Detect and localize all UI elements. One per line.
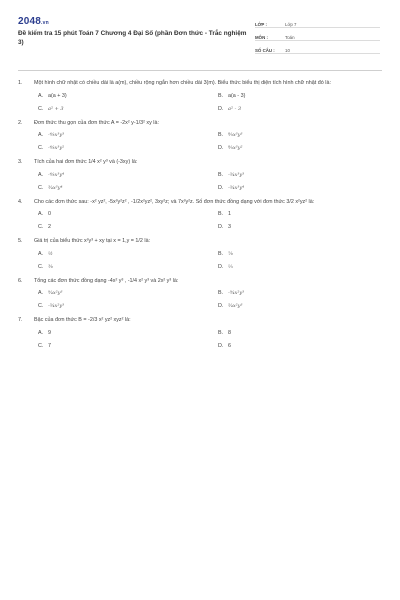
option-a[interactable]	[38, 93, 218, 101]
meta-row-class	[255, 15, 380, 28]
option-text: ³⁄₄x³y⁴	[48, 184, 63, 191]
option-a[interactable]	[38, 211, 218, 219]
option-letter: C.	[38, 342, 44, 349]
option-letter: D.	[218, 105, 224, 112]
option-letter: A.	[38, 92, 44, 99]
option-letter: C.	[38, 184, 44, 191]
question-number: 3.	[18, 159, 23, 165]
option-letter: D.	[218, 184, 224, 191]
question-5	[18, 238, 382, 272]
option-letter: C.	[38, 263, 44, 270]
meta-label: LỚP :	[255, 22, 267, 27]
option-letter: C.	[38, 224, 44, 231]
option-text: ⁸⁄₃x³y²	[228, 145, 243, 152]
question-1	[18, 80, 382, 114]
option-text: -³⁄₄x³y⁴	[228, 184, 245, 191]
option-b[interactable]	[218, 93, 388, 101]
option-b[interactable]	[218, 330, 388, 338]
question-number: 2.	[18, 119, 23, 126]
option-a[interactable]	[38, 132, 218, 140]
option-text: -⁴⁄₃x³y³	[48, 132, 65, 139]
question-text: Một hình chữ nhật có chiều dài là a(m), chiều rộng ngắn hơn chiều dài 3(m). Biểu thức biểu thị diện tích hình chữ nhật đó là:	[34, 80, 331, 86]
option-text: ⁹⁄₄x²y³	[48, 290, 63, 297]
option-c[interactable]	[38, 185, 218, 193]
option-text: -³⁄₄x³y³	[228, 171, 245, 178]
option-text: ⅝	[228, 250, 233, 257]
option-text: ⁸⁄₃x³y³	[228, 132, 243, 139]
page-header	[0, 0, 400, 62]
meta-value: 10	[285, 48, 290, 53]
option-letter: A.	[38, 171, 44, 178]
option-letter: B.	[218, 250, 224, 257]
question-list	[18, 80, 382, 357]
option-text: 8	[228, 329, 231, 336]
option-text: 9	[48, 329, 51, 336]
option-text: ⅜	[48, 263, 53, 270]
question-number: 5.	[18, 238, 23, 244]
question-text: Bậc của đơn thức B = -2/3 x² yz² xyz² là:	[34, 317, 131, 323]
option-text: a(a + 3)	[48, 92, 67, 99]
option-letter: C.	[38, 303, 44, 310]
meta-row-count	[255, 41, 380, 54]
test-meta	[255, 15, 380, 54]
option-text: ⅓	[228, 263, 233, 270]
option-c[interactable]	[38, 264, 218, 272]
option-b[interactable]	[218, 290, 388, 298]
option-b[interactable]	[218, 132, 388, 140]
option-text: a(a - 3)	[228, 92, 246, 99]
option-c[interactable]	[38, 106, 218, 114]
option-a[interactable]	[38, 290, 218, 298]
option-letter: B.	[218, 171, 224, 178]
option-b[interactable]	[218, 211, 388, 219]
option-text: 2	[48, 224, 51, 231]
header-divider	[18, 70, 382, 71]
option-text: 1	[228, 211, 231, 218]
option-letter: A.	[38, 132, 44, 139]
meta-value: Toán	[285, 35, 295, 40]
option-c[interactable]	[38, 145, 218, 153]
option-letter: B.	[218, 132, 224, 139]
option-letter: D.	[218, 263, 224, 270]
option-letter: B.	[218, 92, 224, 99]
option-text: a² - 3	[228, 105, 242, 112]
option-d[interactable]	[218, 303, 388, 311]
question-text: Cho các đơn thức sau: -x² yz², -5x²y²z² , -1/2x²yz², 3xy²z; và 7x²y²z. Số đơn thức đồng dạng với đơn thức 3/2 x²yz² là:	[34, 198, 315, 205]
logo-suffix: .vn	[41, 20, 49, 26]
option-text: -⁴⁄₃x³y⁴	[48, 171, 65, 178]
question-text: Tích của hai đơn thức 1/4 x² y³ và (-3xy) là:	[34, 159, 138, 165]
option-d[interactable]	[218, 185, 388, 193]
logo-text: 2048	[18, 16, 42, 27]
option-a[interactable]	[38, 251, 218, 259]
option-letter: D.	[218, 145, 224, 152]
option-letter: D.	[218, 342, 224, 349]
option-letter: A.	[38, 290, 44, 297]
option-text: 3	[228, 224, 231, 231]
site-logo[interactable]	[18, 16, 49, 27]
question-text: Đơn thức thu gọn của đơn thức A = -2x² y-1/3² xy là:	[34, 119, 160, 126]
question-7	[18, 317, 382, 351]
option-letter: A.	[38, 250, 44, 257]
question-4	[18, 199, 382, 233]
option-text: -⁴⁄₃x³y²	[48, 145, 65, 152]
option-letter: B.	[218, 290, 224, 297]
option-text: 0	[48, 211, 51, 218]
option-text: ½	[48, 250, 53, 257]
option-a[interactable]	[38, 330, 218, 338]
option-d[interactable]	[218, 264, 388, 272]
option-letter: C.	[38, 145, 44, 152]
option-text: -⁹⁄₄x²y³	[228, 290, 245, 297]
question-number: 7.	[18, 317, 23, 323]
question-2	[18, 120, 382, 154]
option-text: 6	[228, 342, 231, 349]
option-d[interactable]	[218, 343, 388, 351]
option-text: a² + 3	[48, 105, 64, 112]
option-letter: D.	[218, 224, 224, 231]
option-letter: A.	[38, 211, 44, 218]
question-text: Giá trị của biểu thức x²y³ + xy tại x = 1,y = 1/2 là:	[34, 238, 151, 244]
option-letter: B.	[218, 329, 224, 336]
option-letter: D.	[218, 303, 224, 310]
option-letter: A.	[38, 329, 44, 336]
meta-value: Lớp 7	[285, 22, 297, 27]
option-b[interactable]	[218, 251, 388, 259]
option-c[interactable]	[38, 303, 218, 311]
question-6	[18, 278, 382, 312]
page-title: Đề kiểm tra 15 phút Toán 7 Chương 4 Đại Số (phần Đơn thức - Trắc nghiệm 3)	[18, 30, 247, 46]
meta-label: SỐ CÂU :	[255, 48, 275, 53]
option-text: -⁵⁄₄x²y³	[48, 303, 65, 310]
option-letter: C.	[38, 105, 44, 112]
question-text: Tổng các đơn thức đồng dạng -4x² y³ , -1/4 x² y³ và 2x² y³ là:	[34, 277, 179, 284]
option-letter: B.	[218, 211, 224, 218]
option-b[interactable]	[218, 172, 388, 180]
question-number: 4.	[18, 198, 23, 205]
option-d[interactable]	[218, 145, 388, 153]
option-d[interactable]	[218, 224, 388, 232]
question-number: 1.	[18, 80, 23, 86]
option-c[interactable]	[38, 343, 218, 351]
question-number: 6.	[18, 277, 23, 284]
meta-label: MÔN :	[255, 35, 268, 40]
option-text: ⁵⁄₄x²y³	[228, 303, 243, 310]
option-text: 7	[48, 342, 51, 349]
option-a[interactable]	[38, 172, 218, 180]
option-d[interactable]	[218, 106, 388, 114]
option-c[interactable]	[38, 224, 218, 232]
meta-row-subject	[255, 28, 380, 41]
question-3	[18, 159, 382, 193]
